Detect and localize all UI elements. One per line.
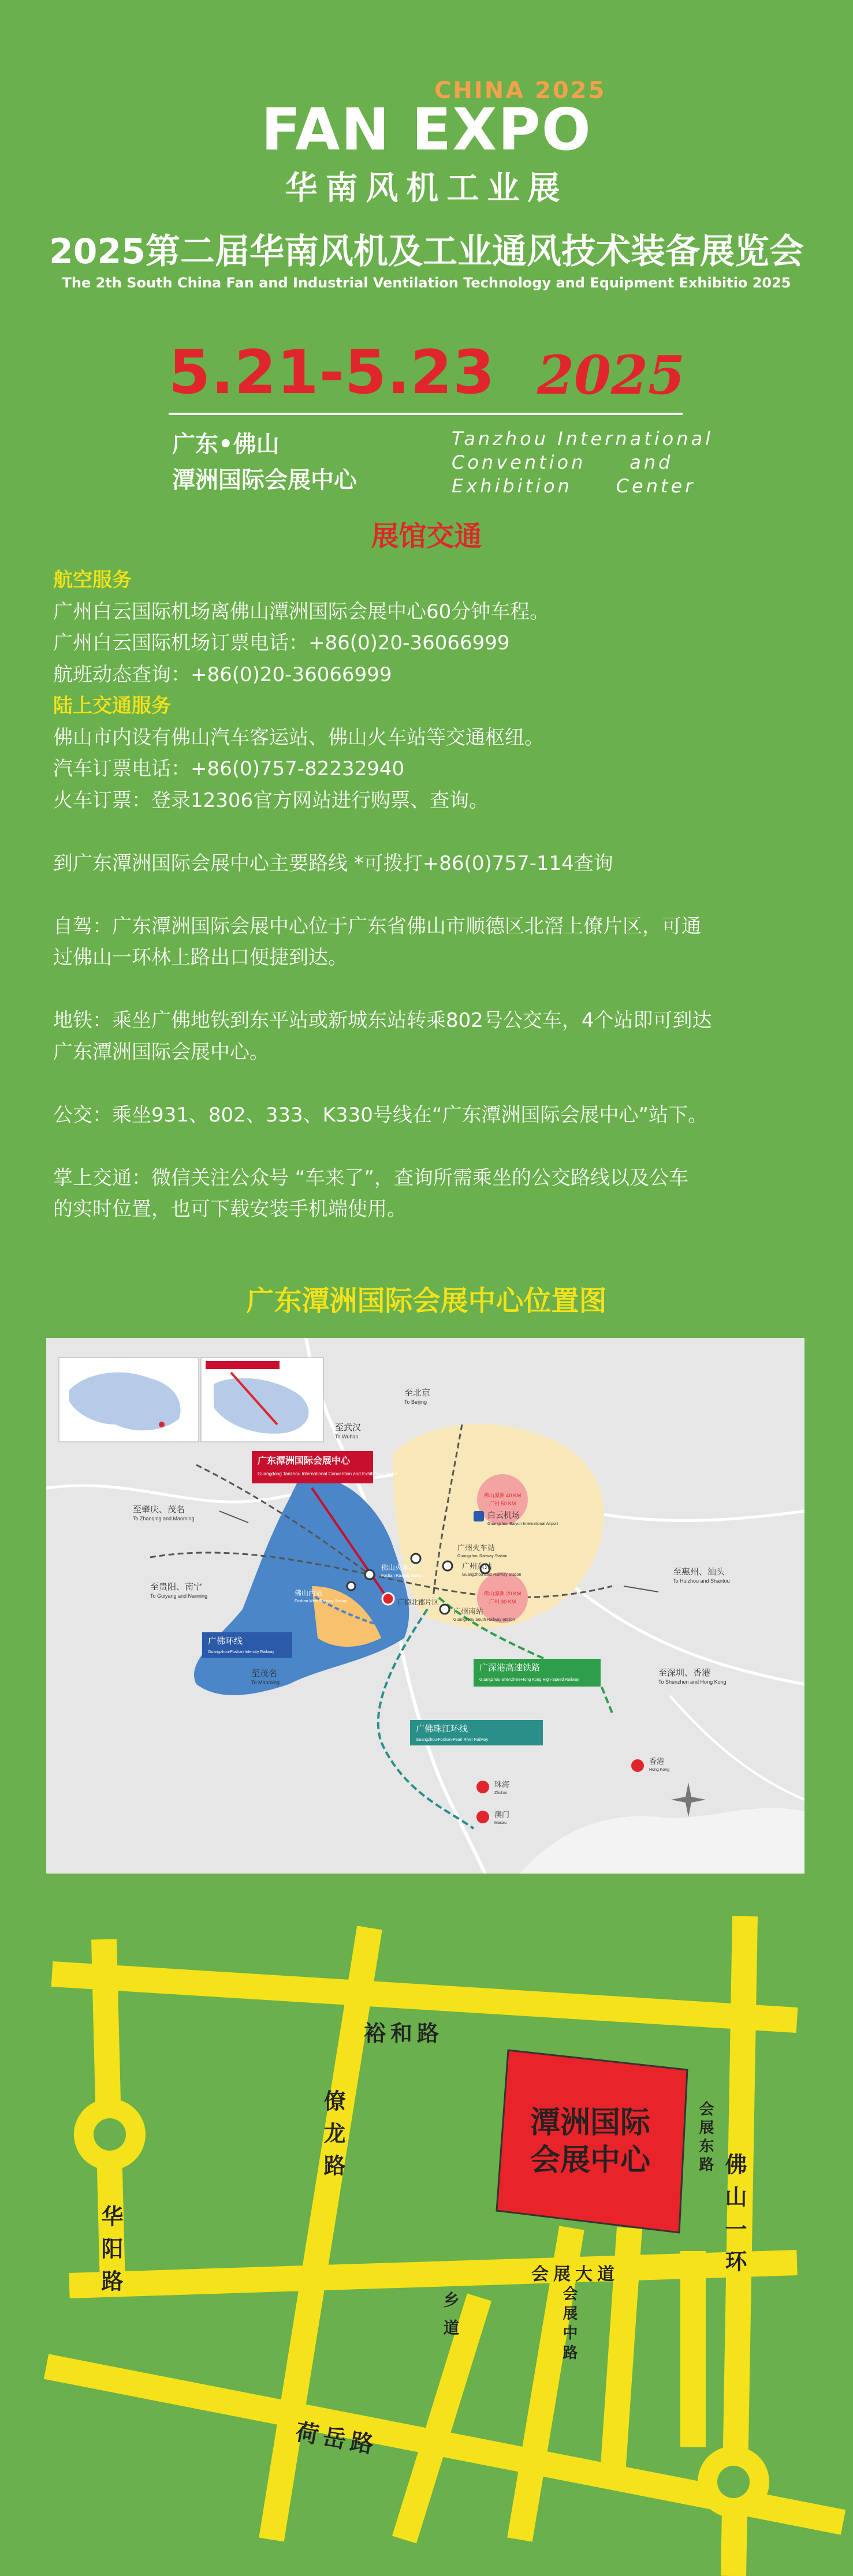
event-year: 2025 <box>537 344 686 406</box>
venue-block <box>497 2050 687 2233</box>
map-label-en: Guangzhou Baiyun International Airport <box>487 1522 558 1526</box>
map-label: 广州东站 <box>462 1562 493 1571</box>
event-title: 2025第二届华南风机及工业通风技术装备展览会 <box>49 231 804 272</box>
map-label-en: Zhuhai <box>494 1791 507 1795</box>
rail-label-en: Guangzhou-Shenzhen-Hong Kong High-Speed Railway <box>479 1678 579 1682</box>
road-label-huayang: 华阳路 <box>98 2205 122 2302</box>
city-marker <box>476 1811 489 1823</box>
venue-label: 广东潭洲国际会展中心 <box>258 1456 351 1466</box>
road <box>52 1974 797 2020</box>
road-map <box>0 1905 853 2576</box>
road-label-yuhe: 裕和路 <box>364 2022 444 2046</box>
app-line: 掌上交通：微信关注公众号 “车来了”，查询所需乘坐的公交路线以及公车 <box>53 1166 689 1190</box>
distance-label: 佛山潭洲 40 KM <box>483 1493 522 1498</box>
drive-line: 自驾：广东潭洲国际会展中心位于广东省佛山市顺德区北滘上僚片区，可通 <box>53 914 701 938</box>
direction-label: 至深圳、香港 <box>658 1668 711 1678</box>
divider <box>169 413 683 415</box>
venue-name: 潭洲国际 <box>530 2106 651 2140</box>
distance-label: 佛山潭洲 20 KM <box>483 1591 522 1597</box>
air-line: 广州白云国际机场离佛山潭洲国际会展中心60分钟车程。 <box>53 600 550 623</box>
app-line: 的实时位置，也可下载安装手机端使用。 <box>53 1198 407 1221</box>
city-marker <box>476 1781 489 1793</box>
map-label: 白云机场 <box>487 1511 520 1520</box>
station-marker <box>440 1605 449 1614</box>
event-dates: 5.21-5.23 <box>169 337 496 407</box>
metro-line: 地铁：乘坐广佛地铁到东平站或新城东站转乘802号公交车，4个站即可到达 <box>53 1009 712 1032</box>
direction-label: 至北京 <box>404 1388 431 1398</box>
map-label-en: Guangzhou Railway Station <box>457 1554 508 1558</box>
spacer <box>53 879 815 911</box>
direction-label: 至茂名 <box>251 1669 278 1678</box>
road-label-huizhan-da: 会展大道 <box>531 2265 619 2284</box>
map-label: 佛山西站 <box>295 1589 323 1597</box>
map-label-en: Guangzhou East Railway Station <box>462 1573 522 1577</box>
map-label: 澳门 <box>494 1810 510 1819</box>
route-line: 到广东潭洲国际会展中心主要路线 *可拨打+86(0)757-114查询 <box>53 851 613 875</box>
event-venue: 潭洲国际会展中心 <box>172 467 357 493</box>
direction-label: 至武汉 <box>335 1423 362 1433</box>
inset-label-box <box>206 1361 280 1369</box>
station-marker <box>411 1554 420 1563</box>
map-label-en: Guangzhou South Railway Station <box>453 1618 515 1622</box>
venue-en-line: Tanzhou International <box>452 428 713 450</box>
direction-label-en: To Wuhan <box>335 1434 359 1440</box>
road-label-huizhan-zhong: 会展中路 <box>561 2286 578 2364</box>
city-marker <box>631 1759 644 1772</box>
map-label-en: Foshan West Railway Station <box>295 1599 348 1603</box>
station-marker <box>443 1561 452 1571</box>
venue-name: 会展中心 <box>530 2144 651 2177</box>
land-line: 火车订票：登录12306官方网站进行购票、查询。 <box>53 788 489 812</box>
airport-icon <box>474 1511 484 1521</box>
air-line: 广州白云国际机场订票电话：+86(0)20-36066999 <box>53 631 510 655</box>
spacer <box>53 1068 815 1100</box>
brand-logo: FAN EXPO <box>261 96 592 163</box>
traffic-info <box>53 564 815 1225</box>
location-map-svg <box>46 1338 804 1874</box>
air-line: 航班动态查询：+86(0)20-36066999 <box>53 663 392 686</box>
location-map <box>46 1338 804 1874</box>
rail-label-en: Guangzhou-Foshan Intercity Railway <box>208 1650 274 1654</box>
road-label-huizhan-dong: 会展东路 <box>697 2101 714 2175</box>
metro-line: 广东潭洲国际会展中心。 <box>53 1040 269 1064</box>
location-map-title: 广东潭洲国际会展中心位置图 <box>246 1285 607 1317</box>
map-label-en: Hong Kong <box>649 1768 670 1772</box>
map-label: 佛山火车站 <box>381 1564 416 1572</box>
direction-label: 至惠州、汕头 <box>673 1567 725 1577</box>
rail-label-en: Guangzhou-Foshan-Pearl River Railway <box>416 1738 489 1742</box>
inset-marker <box>159 1422 165 1427</box>
distance-circle <box>477 1572 528 1623</box>
drive-line: 过佛山一环林上路出口便捷到达。 <box>53 946 348 969</box>
road-map-svg <box>0 1905 853 2576</box>
road-label-heyue: 荷岳路 <box>293 2419 380 2459</box>
direction-label-en: To Maoming <box>251 1680 280 1685</box>
map-label: 珠海 <box>494 1780 510 1789</box>
direction-label: 至贵阳、南宁 <box>150 1582 203 1592</box>
venue-marker <box>382 1593 394 1605</box>
event-venue-en <box>452 427 713 498</box>
map-label-en: Macau <box>494 1821 507 1825</box>
station-marker <box>365 1570 374 1579</box>
rail-label: 广佛环线 <box>208 1636 243 1646</box>
brand-subtitle: 华南风机工业展 <box>285 170 568 207</box>
roundabout-center <box>94 2118 126 2151</box>
bus-line: 公交：乘坐931、802、333、K330号线在“广东潭洲国际会展中心”站下。 <box>53 1103 708 1127</box>
rail-label: 广佛珠江环线 <box>416 1724 468 1734</box>
spacer <box>53 816 815 848</box>
china-year-label: CHINA 2025 <box>434 77 606 104</box>
distance-label: 广州 50 KM <box>489 1501 516 1506</box>
land-line: 佛山市内设有佛山汽车客运站、佛山火车站等交通枢纽。 <box>53 726 544 749</box>
map-label-en: Foshan Railway Station <box>381 1574 424 1578</box>
road-label-liaolong: 僚龙路 <box>320 2089 344 2186</box>
direction-label-en: To Beijing <box>404 1399 427 1405</box>
station-marker <box>347 1582 355 1590</box>
spacer <box>53 1131 815 1162</box>
event-city: 广东•佛山 <box>172 431 280 458</box>
roundabout-center <box>717 2466 750 2498</box>
venue-label-en: Guangdong Tanzhou International Convention and Exhibition Center <box>258 1471 397 1476</box>
venue-en-line: Convention and <box>452 451 673 473</box>
road-label-foshan-ring: 佛山一环 <box>721 2153 746 2282</box>
map-label: 香港 <box>649 1757 665 1766</box>
map-label: 广德北郡片区 <box>397 1598 439 1606</box>
map-label: 广州南站 <box>453 1607 484 1616</box>
direction-label-en: To Huizhou and Shantou <box>673 1578 730 1584</box>
venue-en-line: Exhibition Center <box>452 475 696 497</box>
distance-label: 广州 30 KM <box>489 1599 516 1605</box>
direction-label-en: To Zhaoqing and Maoming <box>133 1516 195 1521</box>
traffic-section-title: 展馆交通 <box>371 520 482 552</box>
spacer <box>53 974 815 1005</box>
land-line: 汽车订票电话：+86(0)757-82232940 <box>53 757 405 780</box>
land-heading: 陆上交通服务 <box>53 694 171 717</box>
direction-label: 至肇庆、茂名 <box>133 1505 185 1515</box>
map-label: 广州火车站 <box>457 1543 496 1552</box>
rail-label: 广深港高速铁路 <box>479 1663 541 1673</box>
direction-label-en: To Shenzhen and Hong Kong <box>658 1679 727 1685</box>
air-heading: 航空服务 <box>53 569 132 592</box>
direction-label-en: To Guiyang and Nanning <box>150 1593 208 1599</box>
road-label-xiangdao: 乡道 <box>441 2291 460 2347</box>
event-title-en: The 2th South China Fan and Industrial Ventilation Technology and Equipment Exhibitio 2025 <box>62 275 791 291</box>
